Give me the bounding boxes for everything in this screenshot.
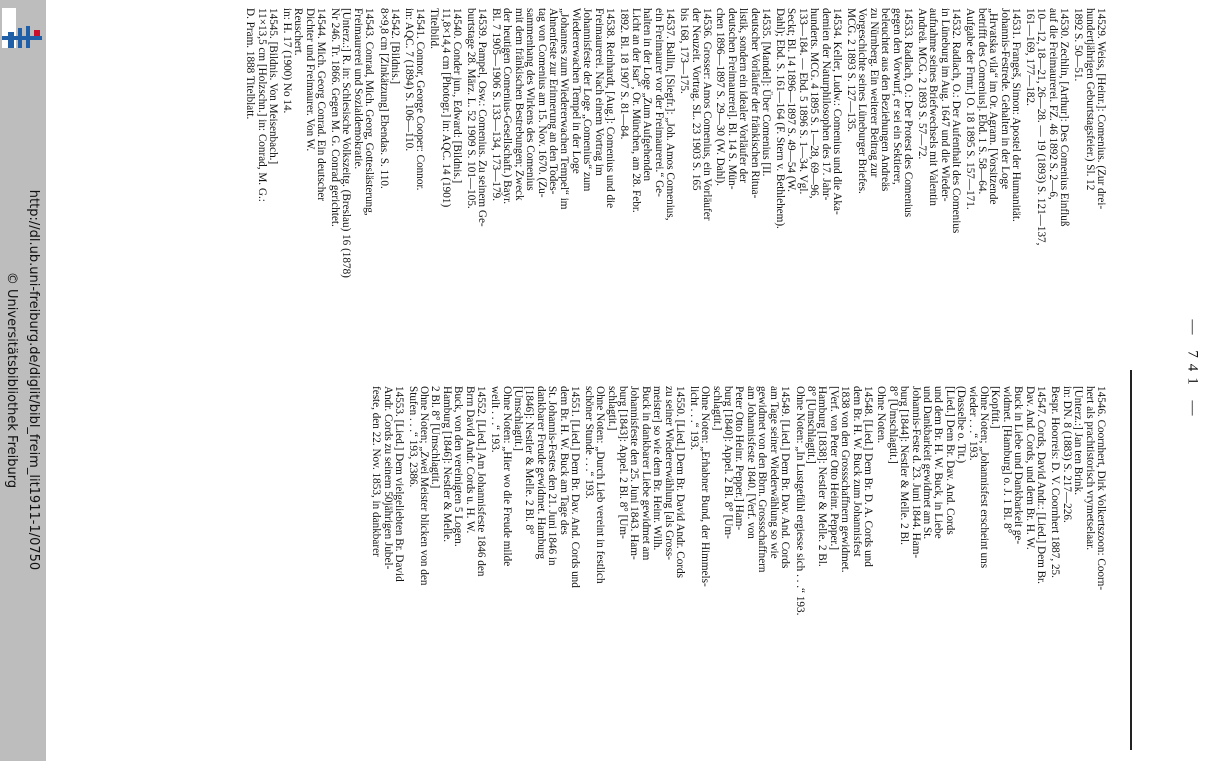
bibliography-entry (428, 8, 462, 207)
entry-line: 2 Bl. 8° [Umschlagtit.] (429, 386, 442, 489)
entry-line: 14541. Connor, George Cooper: Connor. (414, 8, 426, 191)
entry-line: 14542. [Bildnis.] (388, 8, 401, 85)
bibliography-entry (677, 8, 711, 220)
entry-line: halten in der Loge „Zum Aufgehenden (640, 8, 653, 182)
entry-line: Johannisfeste den 25. Juni 1843. Ham- (628, 386, 641, 560)
entry-line: weilt . . .“ 193. (489, 386, 502, 453)
entry-line: [Umschlagtit.] (511, 386, 524, 451)
bibliography-entry (490, 8, 615, 210)
entry-line: beleuchtet aus den Beziehungen Andreäs (879, 8, 892, 192)
bibliography-entry (583, 386, 686, 584)
viewer-sidebar (0, 0, 46, 761)
entry-line: 14549. [Lied.] Dem Br. Dav. And. Cords (779, 386, 792, 569)
entry-line: ein Freimaurer vor der Freimaurerei.“ Ge- (652, 8, 665, 197)
entry-line: Ahnenfeste zur Erinnerung an den Todes- (547, 8, 560, 195)
entry-line: 14536. Grosser: Amos Comenius, ein Vorläufer (700, 8, 713, 221)
entry-line: Hamburg [1846]: Nestler & Melle. (440, 386, 453, 543)
entry-line: Johannisfeste der Loge „Comenius“ zum (581, 8, 594, 192)
entry-line: widmet. [Hamburg] o. J. 1 Bl. 8° (1001, 386, 1014, 534)
entry-line: 11×13,5 cm [Holzschn.] in: Conrad, M. G.: (255, 8, 268, 202)
bibliography-entry (377, 8, 400, 189)
entry-line: 14529. Weiss, [Heinr.]: Comenius. (Zur drei- (1095, 8, 1107, 210)
entry-line: 14535. [Mandel]: Über Comenius [II. (760, 8, 773, 177)
entry-line: Nr 246. Tr. 1866. Gegen M. G. Conrad gerichtet. (328, 8, 341, 227)
entry-line: am Johannisfeste 1840. [Verf. von (745, 386, 758, 539)
bibliography-entry (402, 8, 425, 190)
entry-line: 14550. [Lied.] Dem Br. David Andr. Cords (674, 386, 687, 579)
entry-line: 14548. [Lied.] Dem Br. D. A. Cords und (861, 386, 874, 567)
entry-line: feste, den 22. Nov. 1853, in dankbarer (369, 386, 382, 557)
entry-line: in Lüneburg im Aug. 1647 und die Wieder- (938, 8, 951, 202)
entry-line: betrifft des Comenius]. Ebd. 1 S. 58—64. (975, 8, 988, 195)
entry-line: 8° [Umschlagtit.] (887, 386, 900, 464)
entry-line: hunderts. MCG. 4 1895 S. 1—28, 69—96, (808, 8, 821, 199)
bibliography-entry (688, 386, 791, 587)
bibliography-entry (964, 8, 1021, 222)
entry-line: burtstage 28. März. L. 52 1909 S. 101—105. (464, 8, 477, 209)
entry-line: Ohne Noten: „Hier wo die Freude milde (500, 386, 513, 567)
entry-line: 14552. [Lied.] Am Johannisfeste 1846 den (475, 386, 488, 577)
entry-line: Ohne Noten: „In Lustgefühl ergiesse sich . . .“ 193. (793, 386, 806, 616)
entry-line: Peter Otto Heinr. Pepper.] Ham- (733, 386, 746, 531)
entry-line: 10—12, 18—21, 26—28. — 19 (1893) S. 121—137, (1035, 8, 1048, 246)
entry-line: wieder . . .“ 193. (966, 386, 979, 461)
entry-line: auf die Freimaurerei. FZ. 46 1892 S. 2—6, (1046, 8, 1059, 200)
entry-line: Dahl); Ebd. S. 161—164 (F. Stern v. Bethlehem). (774, 8, 787, 229)
entry-line: deutschen Freimaurerei]. Bl. 14 S. Mün- (725, 8, 738, 190)
entry-line: Vorgeschichte seines Lüneburger Briefes. (856, 8, 869, 194)
entry-line: Ohne Noten; „Johannisfest erscheint uns (978, 386, 991, 569)
entry-line: tag von Comenius am 15. Nov. 1670. (Zu- (535, 8, 548, 198)
bibliography-entry (774, 8, 842, 229)
entry-line: 14538. Reinhardt, [Aug.]: Comenius und die (604, 8, 617, 209)
entry-line: gegen den Vorwurf, er sei ein Sektierer, (890, 8, 903, 185)
bibliography-entry (464, 8, 487, 227)
entry-line: 14539. Pampel, Osw.: Comenius. Zu seinem Ge- (476, 8, 489, 227)
entry-line: 14545. [Bildnis. Von Meisenbach.] (266, 8, 279, 165)
entry-line: Dav. And. Cords, und dem Br. H. W. (1023, 386, 1036, 550)
entry-line: hert als prachtistorisch vrymetselaar. (1083, 386, 1096, 551)
bibliography-entry (618, 8, 675, 221)
entry-line: burg [1843]: Appel. 2 Bl. 8° [Um- (617, 386, 630, 539)
bibliography-entry (1072, 8, 1106, 209)
bibliography-entry (875, 386, 1046, 584)
entry-line: zu Nürnberg. Ein weiterer Beitrag zur (867, 8, 880, 178)
entry-line: 14537. Ballin, [Siegfr.]: „Joh. Amos Comenius, (663, 8, 676, 221)
entry-line: [Verf. von Peter Otto Heinr. Pepper.] (827, 386, 840, 551)
bibliography-entry (714, 8, 771, 198)
entry-line: sammenhang des Wirkens des Comenius (524, 8, 537, 191)
entry-line: der heutigen Comenius-Gesellschaft.) Bayr. (501, 8, 514, 205)
entry-line: 14531. Frangeš, Simon: Apostel der Humanität. (1010, 8, 1022, 222)
entry-line: in: AQC. 7 (1894) S. 106—110. (402, 8, 415, 152)
entry-line: schlagtit.] (710, 386, 723, 431)
bibliography-entry (793, 386, 873, 615)
bibliography-entry (845, 8, 913, 217)
entry-line: 1892. Bl. 18 1907 S. 81—84. (618, 8, 631, 140)
entry-line: burg [1840]: Appel. 2 Bl. 8° [Um- (722, 386, 735, 539)
scanned-page (48, 0, 1222, 761)
entry-line: [Unterz.:] R. in: Schlesische Volkszeitg. (Breslau) 16 (1878) (340, 8, 353, 278)
entry-line: Hamburg [1838]: Nestler & Melle. 2 Bl. (816, 386, 829, 567)
bibliography-entry (329, 8, 375, 278)
entry-line: der Neuzeit. Vortrag. SL. 23 1903 S. 165 (689, 8, 702, 191)
entry-line: Reuschert. (292, 8, 305, 56)
entry-line: Buck in dankbarer Liebe gewidmet am (639, 386, 652, 561)
entry-line: zu seiner Wiedererwählung [als Gross- (662, 386, 675, 560)
entry-line: gewidmet von den Bbrn. Grossschaffnern (756, 386, 769, 573)
entry-line: dankbarer Freude gewidmet. Hamburg (534, 386, 547, 560)
entry-line: [Kopftit.] (989, 386, 1002, 429)
entry-line: und dem Br. H. W. Buck, in Liebe (932, 386, 945, 539)
entry-line: licht . . .“ 193. (688, 386, 701, 451)
entry-line: 14551. [Lied.] Dem Br. Dav. And. Cords und (569, 386, 581, 588)
entry-line: 14553. [Lied.] Dem vielgeliebten Br. David (392, 386, 405, 582)
entry-line: Johannis-Feste d. 23. Juni 1844. Ham- (909, 386, 922, 559)
entry-line: chen 1896—1897 S. 29—30 (W. Dahl). (714, 8, 727, 186)
entry-line: Brrn David Andr. Cords u. H. W. (463, 386, 476, 534)
entry-line: Licht an der Isar“, Or. München, am 28. Febr. (629, 8, 642, 213)
entry-line: listik, sondern ein idealer Vorläufer der (737, 8, 750, 183)
bibliography-entry (489, 386, 580, 588)
bibliography-entry (370, 386, 404, 582)
entry-line: Aufgabe der Frmr.] O. 18 1895 S. 157—171. (964, 8, 977, 210)
entry-line: 133—184. — Ebd. 5 1896 S. 1—34. Vgl. (796, 8, 809, 195)
entry-line: deutscher Vorläufer der fränkischen Ritua- (748, 8, 761, 199)
bibliography-entry (916, 8, 962, 233)
entry-line: Ohne Noten; „Zwei Meister blicken von den (418, 386, 431, 586)
entry-line: 1838 von den Grossschaffnern gewidmet. (838, 386, 851, 573)
entry-line: schlagtit.] (605, 386, 618, 431)
entry-line: dem Br. H. W. Buck am Tage des (557, 386, 570, 535)
entry-line: [Unterz.:] Jan ten Brink. (1072, 386, 1085, 496)
entry-line: und Dankbarkeit gewidmet am St. (921, 386, 934, 540)
entry-line: St. Johannis-Festes den 21. Juni 1846 in (546, 386, 559, 566)
entry-line: „Hrvatska vila“ im Or. Agram. [Vorsitzende (987, 8, 1000, 205)
bibliography-entry (1049, 386, 1106, 590)
copyright-text: © Universitätsbibliothek Freiburg (4, 271, 19, 489)
document-url[interactable]: http://dl.ub.uni-freiburg.de/diglit/bibl_freim_lit1911-1/0750 (26, 189, 41, 571)
entry-line: 14532. Radlach, O.: Der Aufenthalt des Comenius (950, 8, 963, 234)
entry-line: 1892 S. 50—51. (1072, 8, 1085, 82)
entry-line: Buck, von den vereinigten 5 Logen. (452, 386, 465, 547)
entry-line: Johannis-Festrede. Gehalten in der Loge (998, 8, 1011, 190)
entry-line: „Johannes zum Wiedererwachen Tempel“ im (558, 8, 571, 210)
entry-line: Andr. Cords zu seinem 50jährigen Jubel- (381, 386, 394, 570)
entry-line: burg [1844]: Nestler & Melle. 2 Bl. (898, 386, 911, 545)
entry-line: demien der Naturphilosophen des 17. Jahr- (819, 8, 832, 201)
bibliography-entry (280, 8, 326, 201)
entry-line: Titelbild. (427, 8, 440, 49)
entry-line: Ohne Noten: „Erhabner Bund, der Himmels- (699, 386, 712, 587)
entry-line: mit dem fränkischen Bestrebungen; Zweck (512, 8, 525, 201)
entry-line: hundertjährigen Geburtstagsfeier.) Sl. 12 (1083, 8, 1096, 191)
entry-line: 14534. Keller, Ludw.: Comenius und die Aka- (831, 8, 844, 215)
entry-line: Wiedererwachen Tempel in der Loge (569, 8, 582, 174)
entry-line: 8° [Umschlagtit.] (804, 386, 817, 464)
entry-line: am Tage seiner Wiederwählung so wie (767, 386, 780, 559)
entry-line: 14543. Conrad, Mich. Georg, Gotteslästerung, (363, 8, 376, 216)
entry-line: 14540. Conder jun., Edward: [Bildnis.] (450, 8, 463, 184)
entry-line: Seckt; Bl. 14 1896—1897 S. 49—54 (W. (785, 8, 798, 192)
entry-line: 11,8×14,4 cm [Photogr.] in: AQC. 14 (1901) (439, 8, 452, 208)
page-number: — 741 — (1184, 319, 1201, 422)
entry-line: schöner Stunde . . .“ 193. (582, 386, 595, 499)
entry-line: 161—169, 177—182. (1023, 8, 1036, 106)
entry-line: Stufen . . .“ 193, 2386. (406, 386, 419, 488)
bibliography-entry (244, 8, 278, 202)
entry-line: 8×9,8 cm [Zinkätzung] Ebendas. S. 110. (377, 8, 390, 189)
entry-line: bis 168, 173—175. (677, 8, 690, 94)
entry-line: 14533. Radlach, O.: Der Protest des Comenius (902, 8, 915, 218)
entry-line: MCG. 2 1893 S. 127—135. (845, 8, 858, 133)
entry-line: Ohne Noten: „Durch Lieb vereint in festlich (594, 386, 607, 584)
entry-line: Freimaurerei. Nach einem Vortrag im (592, 8, 605, 176)
entry-line: Andreä. MCG. 2 1893 S. 57—72. (916, 8, 929, 160)
entry-line: in: DN. 8 (1883) S. 217—226. (1060, 386, 1073, 523)
entry-line: Freimaurerei und Sozialdemokratie. (351, 8, 364, 170)
entry-line: Ohne Noten. (875, 386, 888, 444)
bibliography-entry (406, 386, 486, 585)
entry-line: (Dasselbe o. Tit.) (955, 386, 968, 464)
entry-line: Bespr. Hoorreis: D. V. Coornhert 1887, 25. (1049, 386, 1062, 578)
entry-line: Bl. 7 1905—1906 S. 133—134, 173—179. (490, 8, 503, 201)
entry-line: 14544. Mich. Georg Conrad. Ein deutscher (315, 8, 327, 202)
entry-line: in: H. 17 (1900) No 14. (280, 8, 293, 114)
bibliography-entry (1024, 8, 1070, 245)
entry-line: Buck in Liebe und Dankbarkeit ge- (1012, 386, 1025, 545)
entry-line: [Lied.] Dem Br. Dav. And. Cords (944, 386, 957, 535)
entry-line: 14546. Coornhert, Dirk Volkertszoon: Coorn- (1095, 386, 1107, 591)
entry-line: dem Br. H. W. Buck zum Johannisfest (850, 386, 863, 557)
entry-line: Dichter und Freimaurer. Von W. (303, 8, 316, 152)
column-divider (1130, 370, 1132, 750)
entry-line: [1846]: Nestler & Melle. 2 Bl. 8° (523, 386, 536, 535)
entry-line: 14530. Zechlin, [Arthur]: Des Comenius Einfluß (1058, 8, 1071, 227)
entry-line: aufnahme seines Briefwechsels mit Valentin (927, 8, 940, 207)
entry-line: meister] so wie dem Br. Heinr. Wilh. (651, 386, 664, 551)
entry-line: D. Pram. 1888 Titelblatt. (243, 8, 256, 120)
entry-line: 14547. Cords, David Andr.: [Lied.] Dem Br. (1035, 386, 1048, 584)
